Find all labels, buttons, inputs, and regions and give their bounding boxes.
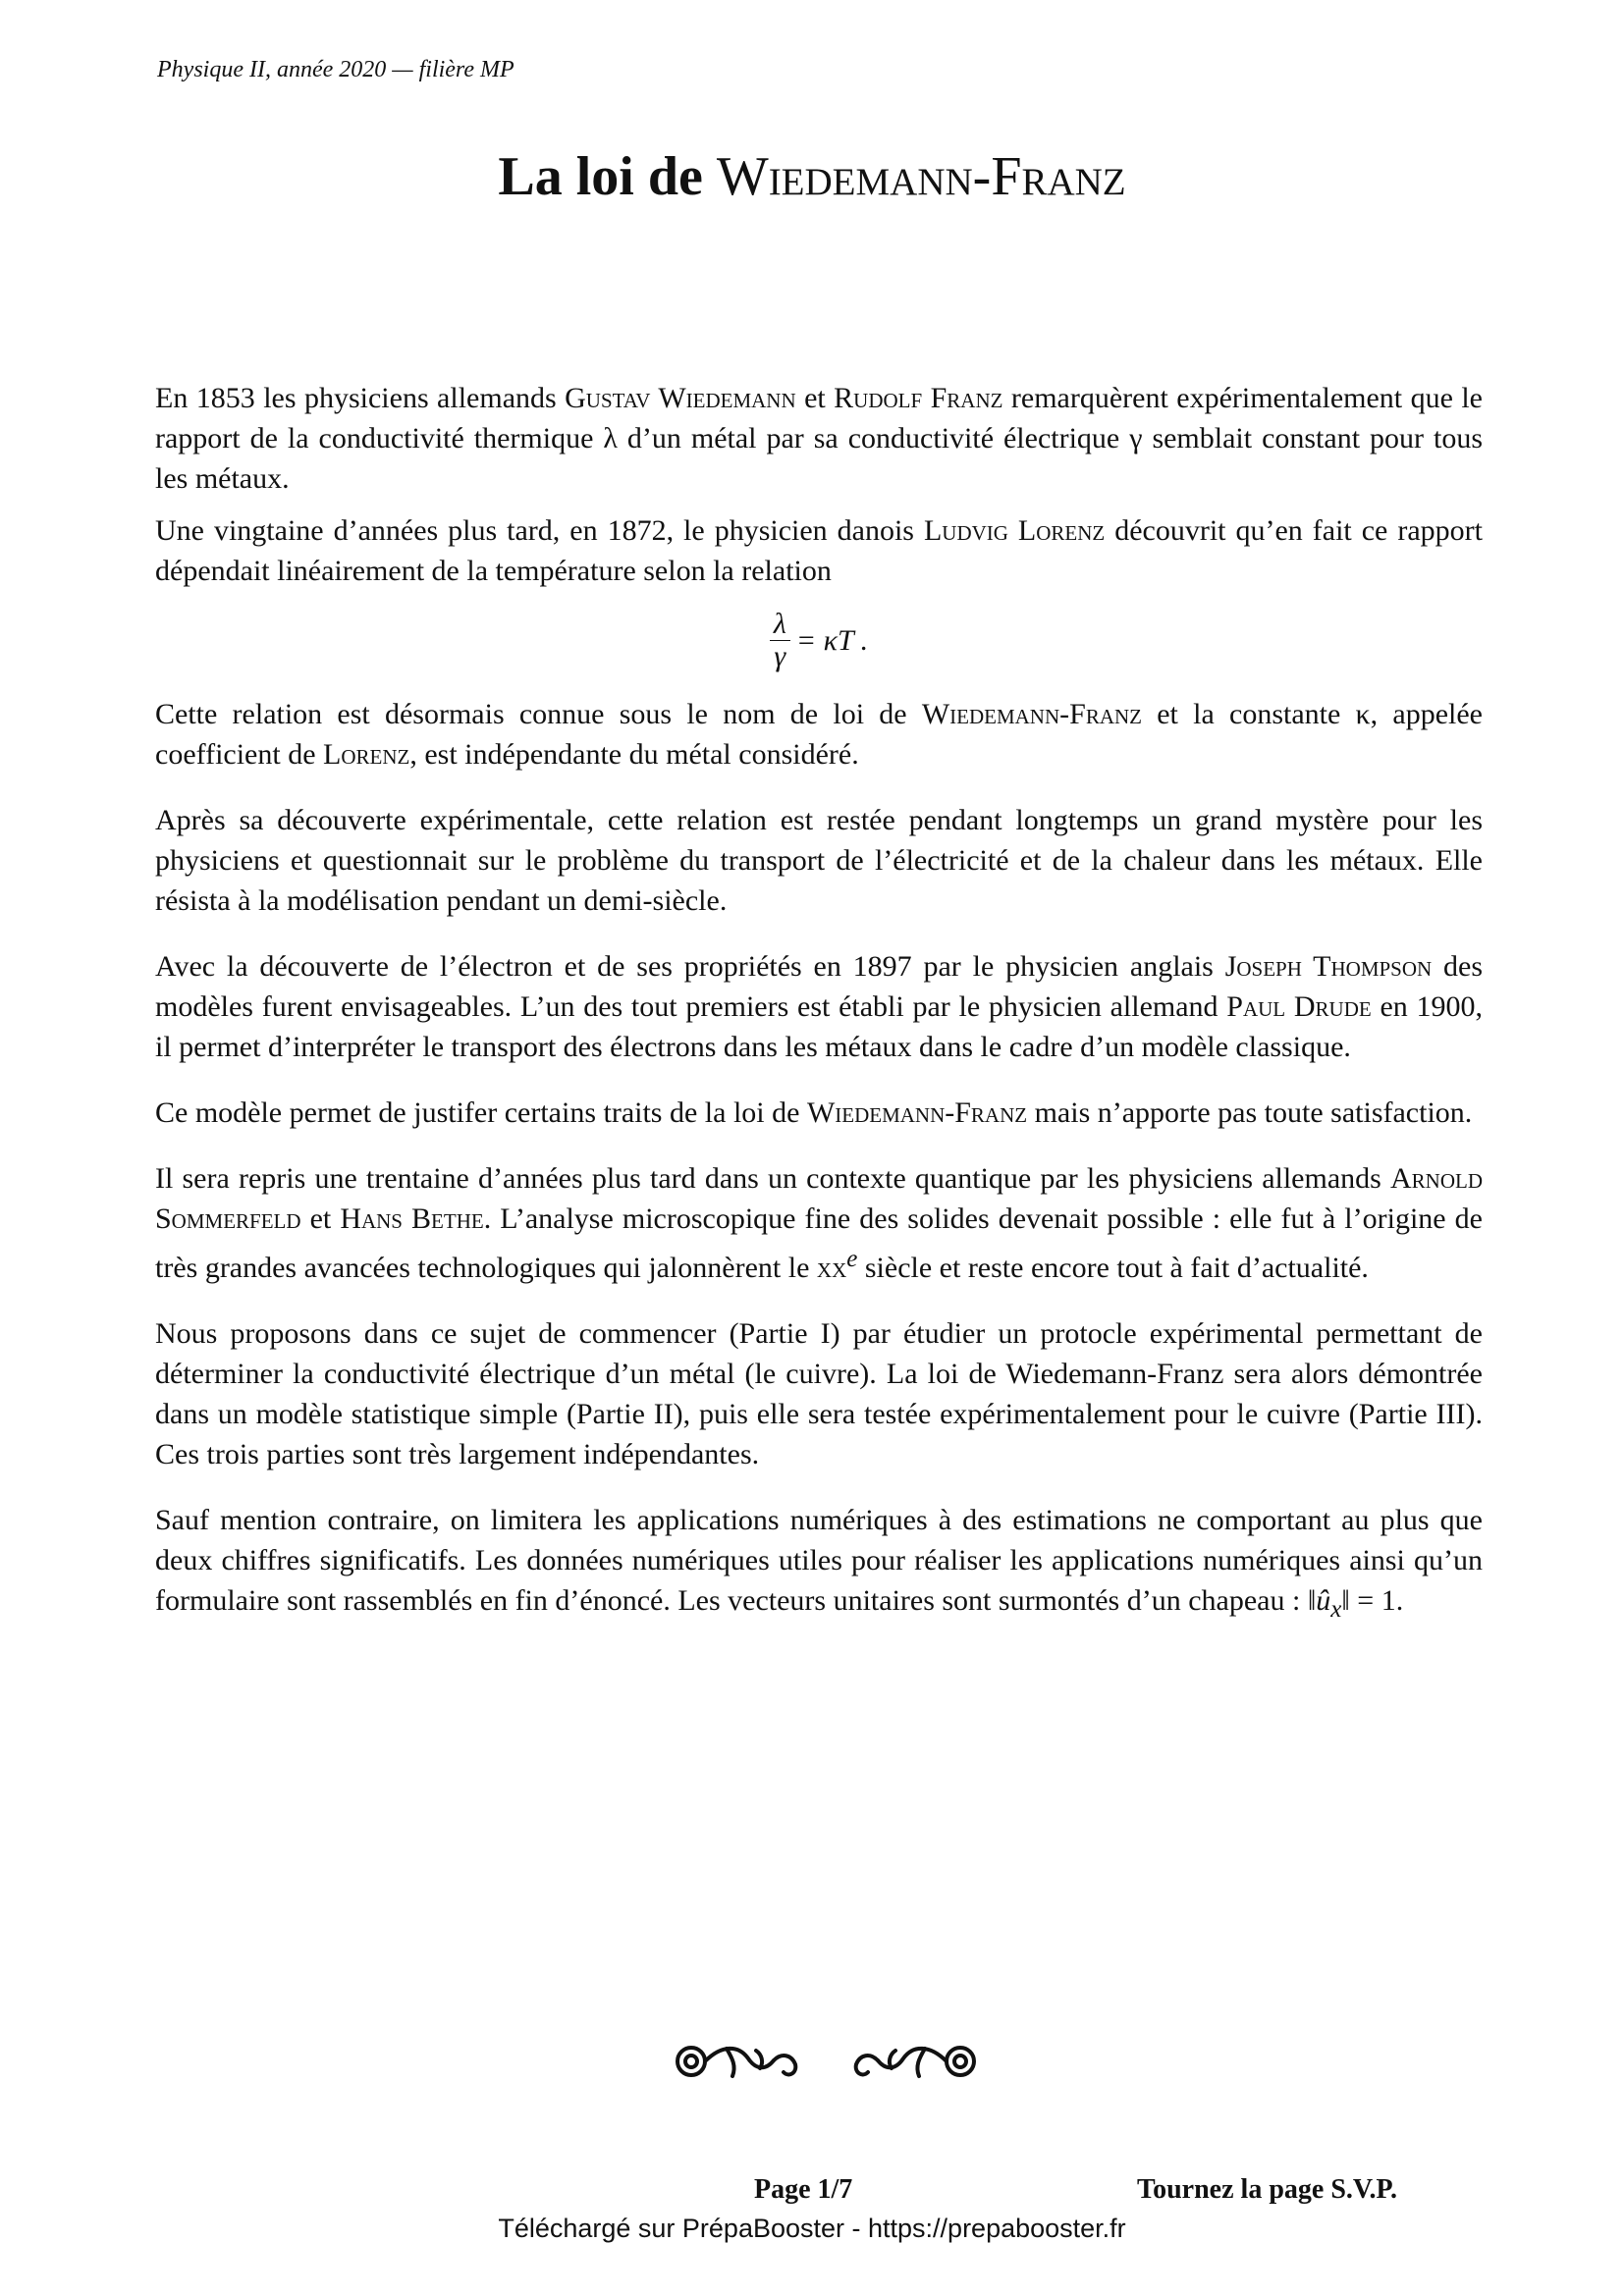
text: mais n’apporte pas toute satisfaction. <box>1027 1096 1473 1129</box>
text: Il sera repris une trentaine d’années plus tard dans un contexte quantique par les physiciens allemands <box>155 1162 1390 1195</box>
paragraph-6 <box>155 1093 1483 1133</box>
download-footer: Téléchargé sur PrépaBooster - https://prepabooster.fr <box>498 2214 1126 2243</box>
law-name: Wiedemann-Franz <box>921 698 1142 730</box>
text: remarquèrent expérimentalement que le rapport de la conductivité thermique λ d’un métal par sa conductivité électrique γ semblait constant pour tous les métaux. <box>155 382 1483 495</box>
person-name: Ludvig Lorenz <box>923 514 1106 547</box>
norm-equals: ‖ = 1. <box>1341 1584 1404 1617</box>
person-name: Rudolf Franz <box>834 382 1003 414</box>
text: Sauf mention contraire, on limitera les applications numériques à des estimations ne comportant au plus que deux chiffres significatifs. Les données numériques utiles pour réaliser les applications numériques ainsi qu’un formulaire sont rassemblés en fin d’énoncé. Les vecteurs unitaires sont surmontés d’un chapeau : <box>155 1504 1483 1617</box>
ornament-divider <box>668 2037 984 2086</box>
fraction <box>770 609 790 672</box>
text: et <box>795 382 835 414</box>
unit-vector-norm: ‖û <box>1307 1584 1331 1617</box>
person-name: Gustav Wiedemann <box>565 382 796 414</box>
equation <box>155 609 1483 672</box>
paragraph-2 <box>155 510 1483 591</box>
text: Une vingtaine d’années plus tard, en 1872, le physicien danois <box>155 514 924 547</box>
text: Cette relation est désormais connue sous le nom de loi de <box>155 698 922 730</box>
text: des modèles furent envisageables. L’un des tout premiers est établi par le physicien allemand <box>155 950 1483 1023</box>
document-body <box>155 378 1483 1641</box>
person-name: Arnold Sommerfeld <box>155 1162 1483 1235</box>
text: . L’analyse microscopique fine des solides devenait possible : elle fut à l’origine de très grandes avancées technologiques qui jalonnèrent le <box>155 1202 1483 1284</box>
century-numeral: xx <box>816 1252 847 1284</box>
fraction-numerator: λ <box>770 609 790 641</box>
person-name: Hans Bethe <box>340 1202 484 1235</box>
unit-vector-subscript: x <box>1330 1596 1342 1623</box>
paragraph-7 <box>155 1158 1483 1288</box>
text: siècle et reste encore tout à fait d’actualité. <box>857 1252 1369 1284</box>
text: découvrit qu’en fait ce rapport dépendait linéairement de la température selon la relation <box>155 514 1483 587</box>
person-name: Joseph Thompson <box>1224 950 1433 983</box>
text: et la constante κ, appelée coefficient de <box>155 698 1484 771</box>
fraction-denominator: γ <box>774 640 786 672</box>
paragraph-3 <box>155 694 1483 774</box>
text: Avec la découverte de l’électron et de ses propriétés en 1897 par le physicien anglais <box>155 950 1225 983</box>
flourish-left-icon <box>668 2037 805 2086</box>
text: En 1853 les physiciens allemands <box>155 382 566 414</box>
paragraph-5 <box>155 946 1483 1067</box>
person-name: Paul Drude <box>1226 990 1372 1023</box>
turn-page-note: Tournez la page S.V.P. <box>1137 2174 1398 2205</box>
title-name: Wiedemann-Franz <box>716 146 1126 207</box>
paragraph-1 <box>155 378 1483 499</box>
law-name: Wiedemann-Franz <box>806 1096 1028 1129</box>
flourish-right-icon <box>846 2037 984 2086</box>
text: Ce modèle permet de justifer certains traits de la loi de <box>155 1096 807 1129</box>
running-header: Physique II, année 2020 — filière MP <box>157 57 514 82</box>
person-name: Lorenz <box>323 738 410 771</box>
text: en 1900, il permet d’interpréter le transport des électrons dans les métaux dans le cadre d’un modèle classique. <box>155 990 1483 1063</box>
page-number: Page 1/7 <box>754 2174 853 2205</box>
equation-rhs: = κT . <box>795 624 869 657</box>
century-superscript: e <box>846 1246 858 1272</box>
page-title <box>0 145 1624 208</box>
text: et <box>300 1202 341 1235</box>
paragraph-8: Nous proposons dans ce sujet de commencer (Partie I) par étudier un protocle expérimental permettant de déterminer la conductivité électrique d’un métal (le cuivre). La loi de Wiedemann-Franz sera alors démontrée dans un modèle statistique simple (Partie II), puis elle sera testée expérimentalement pour le cuivre (Partie III). Ces trois parties sont très largement indépendantes. <box>155 1317 1483 1470</box>
paragraph-9 <box>155 1500 1483 1629</box>
text: , est indépendante du métal considéré. <box>409 738 859 771</box>
paragraph-4: Après sa découverte expérimentale, cette relation est restée pendant longtemps un grand mystère pour les physiciens et questionnait sur le problème du transport de l’électricité et de la chaleur dans les métaux. Elle résista à la modélisation pendant un demi-siècle. <box>155 804 1483 917</box>
title-prefix: La loi de <box>498 146 703 207</box>
